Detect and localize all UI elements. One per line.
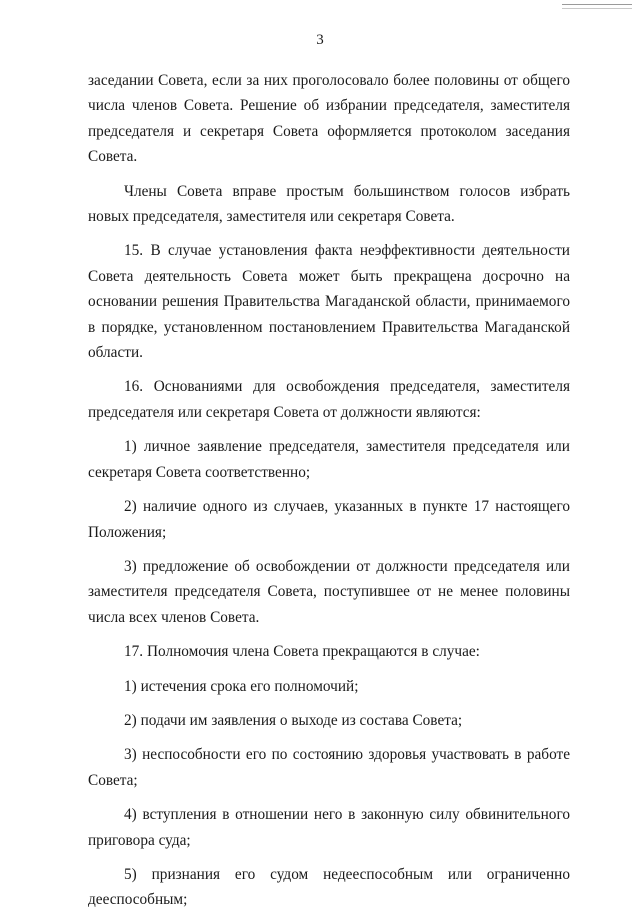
paragraph-new-election: Члены Совета вправе простым большинством голосов избрать новых председателя, заместителя или секретаря Совета. (88, 182, 570, 226)
paragraph-item-17-3: 3) неспособности его по состоянию здоровья участвовать в работе Совета; (88, 746, 570, 789)
paragraph-item-17-4: 4) вступления в отношении него в законную силу обвинительного приговора суда; (88, 806, 570, 849)
paragraph-item-16: 16. Основаниями для освобождения председателя, заместителя председателя или секретаря Совета от должности являются: (88, 378, 570, 421)
paragraph-item-17-2: 2) подачи им заявления о выходе из состава Совета; (124, 711, 463, 729)
scan-edge-mark (562, 4, 632, 9)
paragraph-item-17-5: 5) признания его судом недееспособным или ограниченно дееспособным; (88, 865, 570, 909)
paragraph-item-17-1: 1) истечения срока его полномочий; (124, 677, 359, 695)
paragraph-item-16-2: 2) наличие одного из случаев, указанных в пункте 17 настоящего Положения; (88, 498, 570, 541)
paragraph-continuation: заседании Совета, если за них проголосовало более половины от общего числа членов Совета. Решение об избрании председателя, заместителя председателя и секретаря Совета оформляется протоколом заседания Совета. (88, 72, 570, 166)
paragraph-item-16-1: 1) личное заявление председателя, заместителя председателя или секретаря Совета соответственно; (88, 438, 570, 481)
paragraph-item-17: 17. Полномочия члена Совета прекращаются в случае: (124, 643, 480, 661)
paragraph-item-16-3: 3) предложение об освобождении от должности председателя или заместителя председателя Совета, поступившее от не менее половины числа всех членов Совета. (88, 557, 570, 626)
document-body (88, 68, 570, 913)
paragraph-item-15: 15. В случае установления факта неэффективности деятельности Совета деятельность Совета может быть прекращена досрочно на основании решения Правительства Магаданской области, принимаемого в порядке, установленном постановлением Правительства Магаданской области. (88, 242, 570, 362)
page-number: 3 (316, 32, 324, 48)
